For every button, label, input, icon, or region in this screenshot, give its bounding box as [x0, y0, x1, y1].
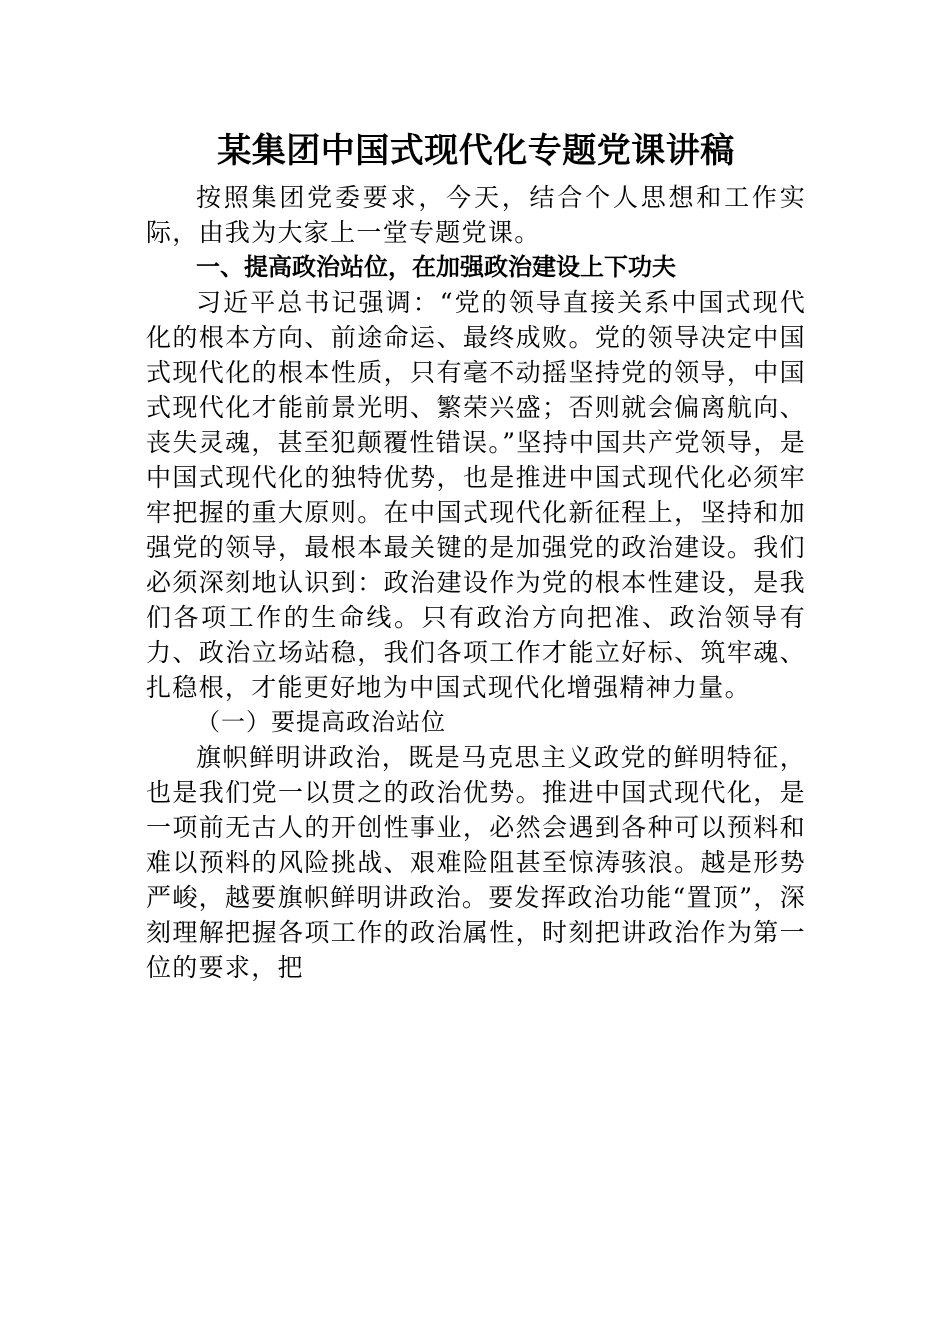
- intro-paragraph: 按照集团党委要求，今天，结合个人思想和工作实际，由我为大家上一堂专题党课。: [146, 183, 806, 247]
- document-page: [146, 128, 806, 985]
- subsection-1-paragraph: 旗帜鲜明讲政治，既是马克思主义政党的鲜明特征，也是我们党一以贯之的政治优势。推进中国式现代化，是一项前无古人的开创性事业，必然会遇到各种可以预料和难以预料的风险挑战、艰难险阻甚至惊涛骇浪。越是形势严峻，越要旗帜鲜明讲政治。要发挥政治功能“置顶”，深刻理解把握各项工作的政治属性，时刻把讲政治作为第一位的要求，把: [146, 743, 806, 982]
- document-title: 某集团中国式现代化专题党课讲稿: [217, 131, 735, 171]
- section-1-paragraph: 习近平总书记强调：“党的领导直接关系中国式现代化的根本方向、前途命运、最终成败。党的领导决定中国式现代化的根本性质，只有毫不动摇坚持党的领导，中国式现代化才能前景光明、繁荣兴盛；否则就会偏离航向、丧失灵魂，甚至犯颠覆性错误。”坚持中国共产党领导，是中国式现代化的独特优势，也是推进中国式现代化必须牢牢把握的重大原则。在中国式现代化新征程上，坚持和加强党的领导，最根本最关键的是加强党的政治建设。我们必须深刻地认识到：政治建设作为党的根本性建设，是我们各项工作的生命线。只有政治方向把准、政治领导有力、政治立场站稳，我们各项工作才能立好标、筑牢魂、扎稳根，才能更好地为中国式现代化增强精神力量。: [146, 288, 806, 702]
- subsection-heading-1: （一）要提高政治站位: [196, 708, 446, 736]
- section-heading-1: 一、提高政治站位，在加强政治建设上下功夫: [196, 253, 676, 281]
